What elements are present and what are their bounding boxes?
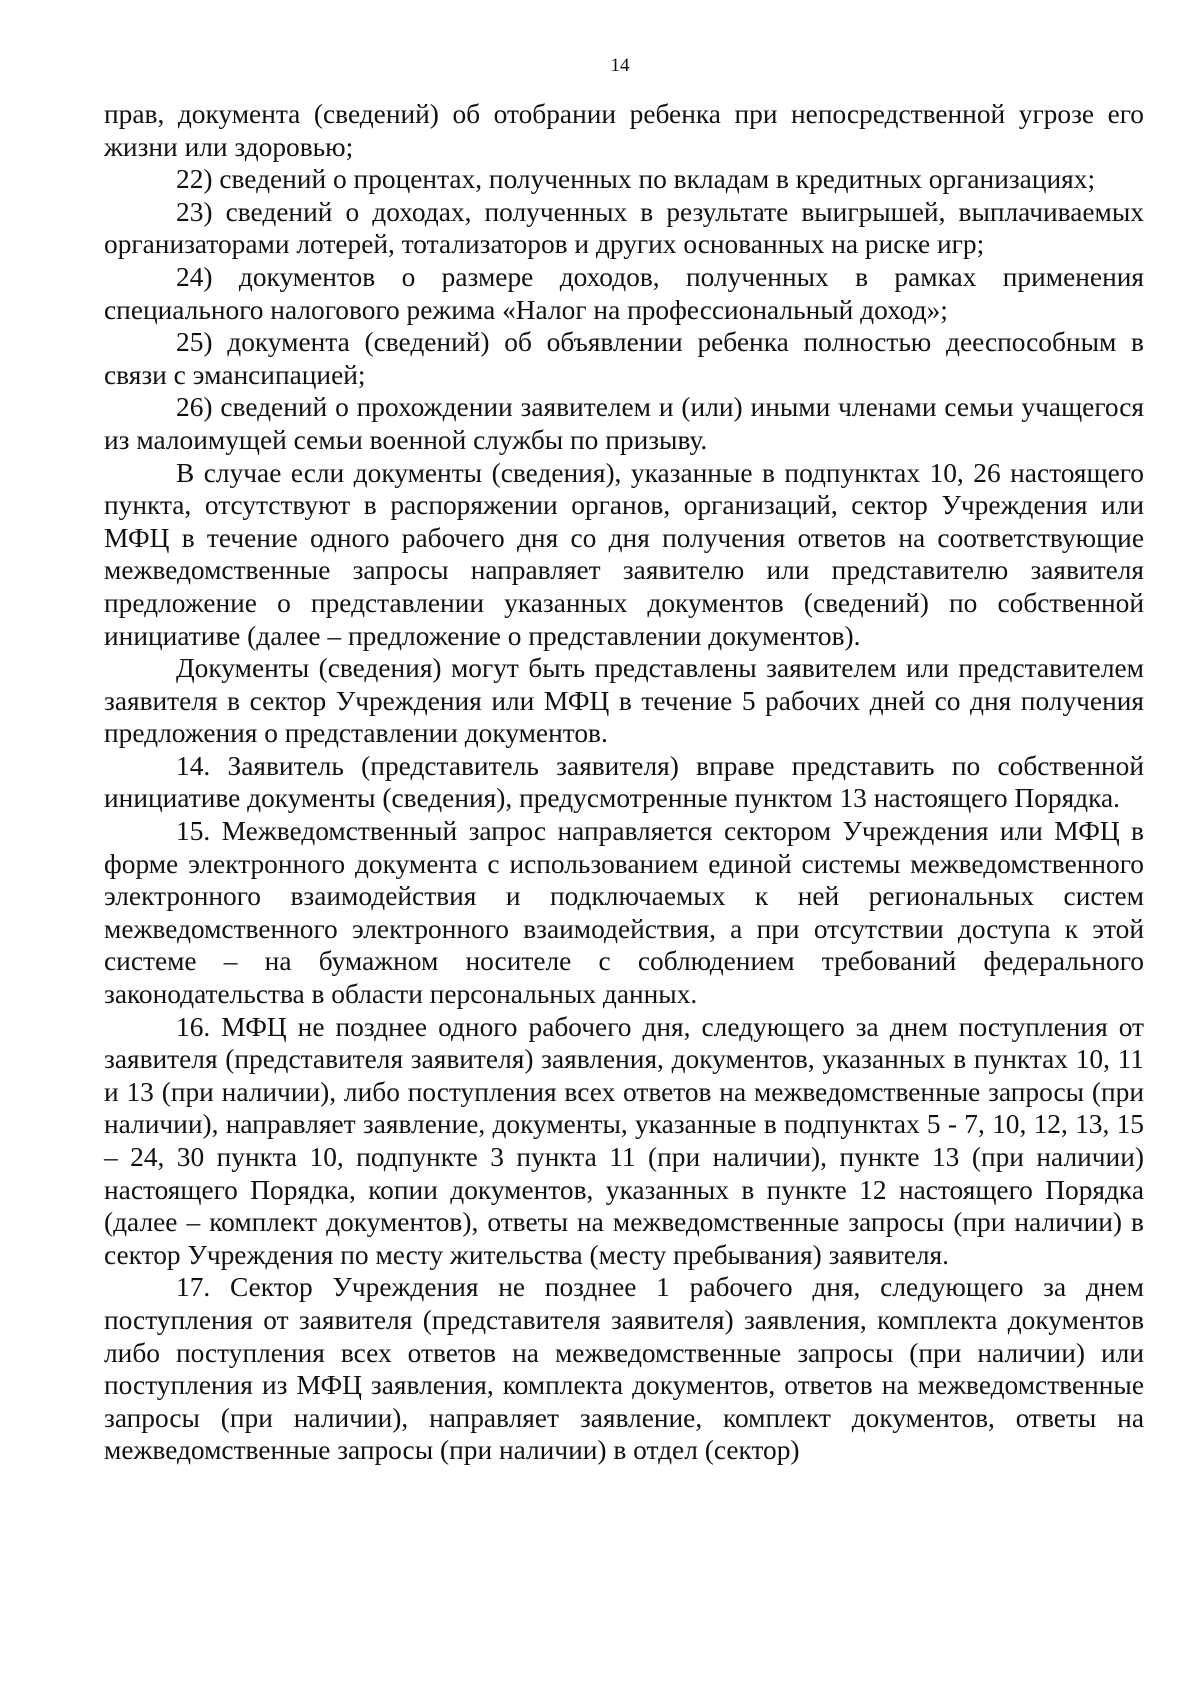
page-number: 14 <box>610 55 630 76</box>
paragraph-item-26: 26) сведений о прохождении заявителем и (или) иными членами семьи учащегося из малоимущей семьи военной службы по призыву. <box>104 392 1144 455</box>
paragraph-item-24: 24) документов о размере доходов, полученных в рамках применения специального налогового режима «Налог на профессиональный доход»; <box>104 261 1144 325</box>
paragraph-section-17: 17. Сектор Учреждения не позднее 1 рабочего дня, следующего за днем поступления от заявителя (представителя заявителя) заявления, комплекта документов либо поступления всех ответов на межведомственные запросы (при наличии) или поступления из МФЦ заявления, комплекта документов, ответов на межведомственные запросы (при наличии), направляет заявление, комплект документов, ответы на межведомственные запросы (при наличии) в отдел (сектор) <box>104 1272 1144 1466</box>
paragraph-section-14: 14. Заявитель (представитель заявителя) вправе представить по собственной инициативе документы (сведения), предусмотренные пунктом 13 настоящего Порядка. <box>104 750 1144 814</box>
paragraph-continuation: прав, документа (сведений) об отобрании ребенка при непосредственной угрозе его жизни или здоровью; <box>104 99 1144 162</box>
paragraph-documents-submission: Документы (сведения) могут быть представлены заявителем или представителем заявителя в сектор Учреждения или МФЦ в течение 5 рабочих дней со дня получения предложения о представлении документов. <box>104 653 1144 749</box>
paragraph-section-16: 16. МФЦ не позднее одного рабочего дня, следующего за днем поступления от заявителя (представителя заявителя) заявления, документов, указанных в пунктах 10, 11 и 13 (при наличии), либо поступления всех ответов на межведомственные запросы (при наличии), направляет заявление, документы, указанные в подпунктах 5 - 7, 10, 12, 13, 15 – 24, 30 пункта 10, подпункте 3 пункта 11 (при наличии), пункте 13 (при наличии) настоящего Порядка, копии документов, указанных в пункте 12 настоящего Порядка (далее – комплект документов), ответы на межведомственные запросы (при наличии) в сектор Учреждения по месту жительства (месту пребывания) заявителя. <box>104 1011 1144 1270</box>
paragraph-missing-documents: В случае если документы (сведения), указанные в подпунктах 10, 26 настоящего пункта, отсутствуют в распоряжении органов, организаций, сектор Учреждения или МФЦ в течение одного рабочего дня со дня получения ответов на соответствующие межведомственные запросы направляет заявителю или представителю заявителя предложение о представлении указанных документов (сведений) по собственной инициативе (далее – предложение о представлении документов). <box>104 457 1144 651</box>
paragraph-section-15: 15. Межведомственный запрос направляется сектором Учреждения или МФЦ в форме электронного документа с использованием единой системы межведомственного электронного взаимодействия и подключаемых к ней региональных систем межведомственного электронного взаимодействия, а при отсутствии доступа к этой системе – на бумажном носителе с соблюдением требований федерального законодательства в области персональных данных. <box>104 816 1144 1010</box>
paragraph-item-22: 22) сведений о процентах, полученных по вкладам в кредитных организациях; <box>176 164 1096 195</box>
document-body <box>104 98 1144 1467</box>
paragraph-item-25: 25) документа (сведений) об объявлении ребенка полностью дееспособным в связи с эмансипацией; <box>104 327 1144 390</box>
paragraph-item-23: 23) сведений о доходах, полученных в результате выигрышей, выплачиваемых организаторами лотерей, тотализаторов и других основанных на риске игр; <box>104 196 1144 260</box>
